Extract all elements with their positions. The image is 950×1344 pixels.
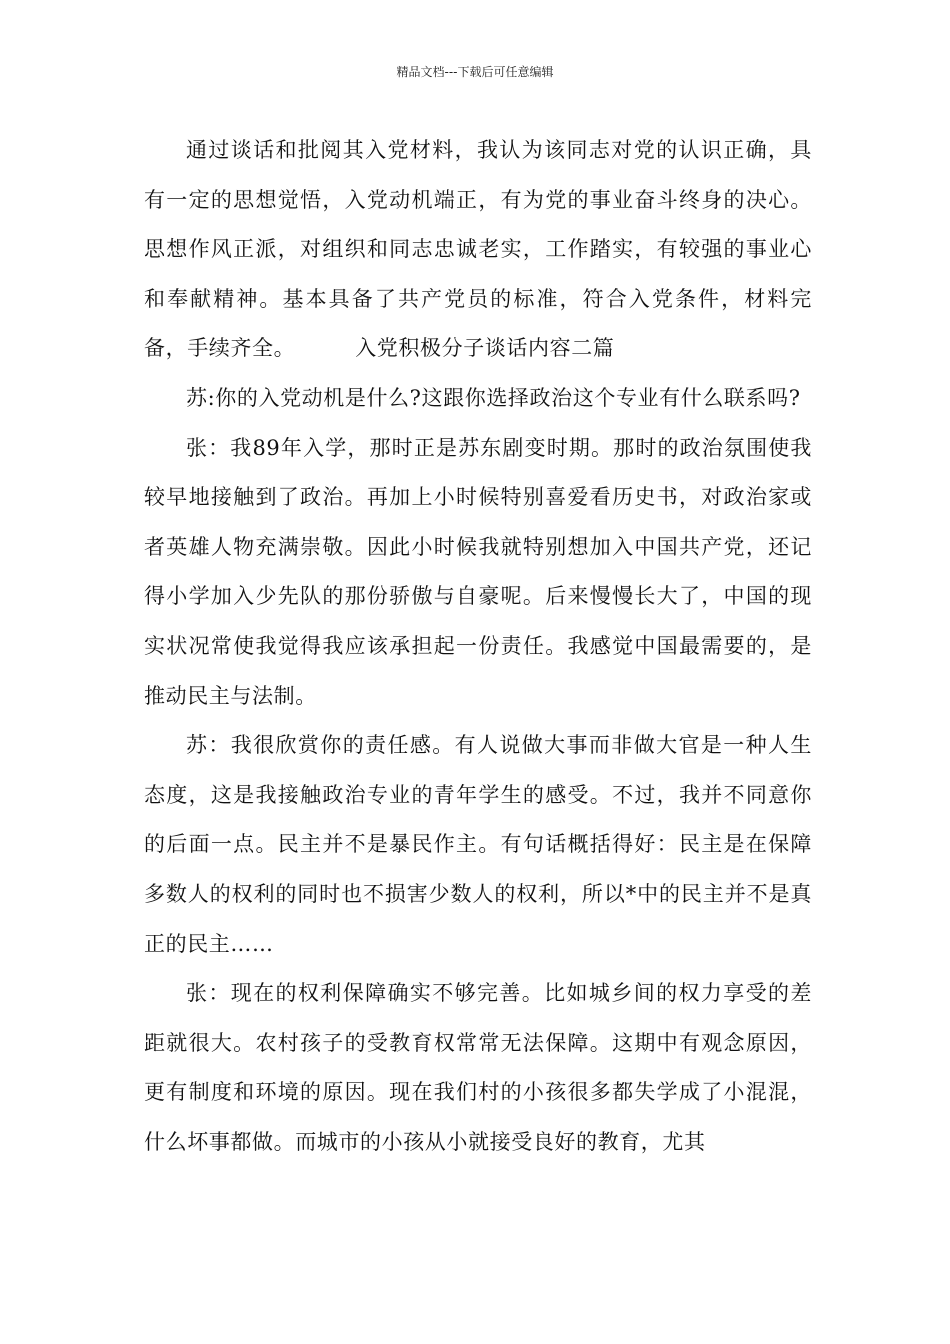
paragraph-4: 苏：我很欣赏你的责任感。有人说做大事而非做大官是一种人生态度，这是我接触政治专业的青年学生的感受。不过，我并不同意你的后面一点。民主并不是暴民作主。有句话概括得好：民主是在保障多数人的权利的同时也不损害少数人的权利，所以*中的民主并不是真正的民主…… xyxy=(144,733,812,956)
paragraph-1-text: 通过谈话和批阅其入党材料，我认为该同志对党的认识正确，具有一定的思想觉悟，入党动机端正，有为党的事业奋斗终身的决心。思想作风正派，对组织和同志忠诚老实，工作踏实，有较强的事业心和奉献精神。基本具备了共产党员的标准，符合入党条件，材料完备，手续齐全。 xyxy=(144,138,812,361)
section-title-inline: 入党积极分子谈话内容二篇 xyxy=(355,336,615,361)
document-body xyxy=(144,126,812,1167)
paragraph-5: 张：现在的权利保障确实不够完善。比如城乡间的权力享受的差距就很大。农村孩子的受教育权常常无法保障。这期中有观念原因，更有制度和环境的原因。现在我们村的小孩很多都失学成了小混混，什么坏事都做。而城市的小孩从小就接受良好的教育，尤其 xyxy=(144,981,812,1154)
paragraph-3: 张：我89年入学，那时正是苏东剧变时期。那时的政治氛围使我较早地接触到了政治。再加上小时候特别喜爱看历史书，对政治家或者英雄人物充满崇敬。因此小时候我就特别想加入中国共产党，还记得小学加入少先队的那份骄傲与自豪呢。后来慢慢长大了，中国的现实状况常使我觉得我应该承担起一份责任。我感觉中国最需要的，是推动民主与法制。 xyxy=(144,435,812,708)
paragraph-1 xyxy=(144,126,812,374)
page-header: 精品文档---下载后可任意编辑 xyxy=(396,65,554,79)
paragraph-2: 苏:你的入党动机是什么?这跟你选择政治这个专业有什么联系吗? xyxy=(186,385,801,410)
